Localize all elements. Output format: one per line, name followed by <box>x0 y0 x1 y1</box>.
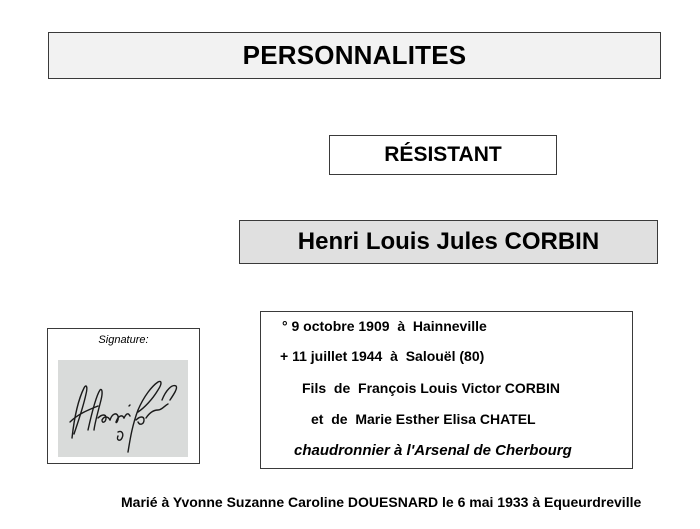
marriage-line: Marié à Yvonne Suzanne Caroline DOUESNARD le 6 mai 1933 à Equeurdreville <box>121 494 642 510</box>
section-title: PERSONNALITES <box>242 40 467 70</box>
signature-panel <box>47 328 200 464</box>
section-title-box <box>48 32 661 79</box>
birth-line: ° 9 octobre 1909 à Hainneville <box>282 318 487 334</box>
person-name: Henri Louis Jules CORBIN <box>297 228 600 255</box>
signature-label: Signature: <box>98 334 149 346</box>
death-line: + 11 juillet 1944 à Salouël (80) <box>280 348 485 364</box>
signature-image <box>58 360 188 457</box>
mother-line: et de Marie Esther Elisa CHATEL <box>311 411 536 427</box>
biography-panel <box>260 311 633 469</box>
handwritten-signature <box>58 360 188 457</box>
father-line: Fils de François Louis Victor CORBIN <box>302 380 561 396</box>
person-name-box <box>239 220 658 264</box>
occupation-line: chaudronnier à l'Arsenal de Cherbourg <box>294 442 572 459</box>
category-box <box>329 135 557 175</box>
category-label: RÉSISTANT <box>384 143 502 166</box>
